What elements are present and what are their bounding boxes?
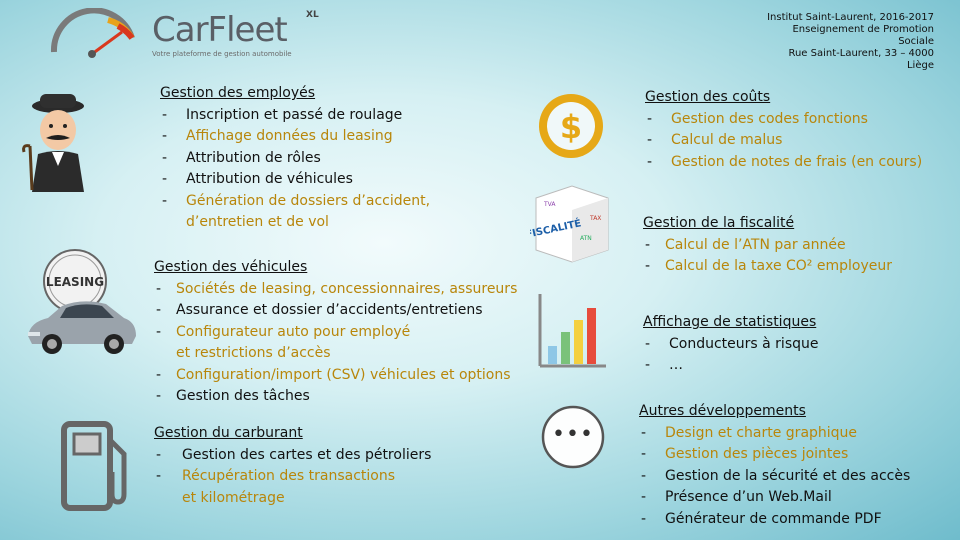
section-statistiques bbox=[643, 312, 819, 377]
section-gestion-couts bbox=[645, 87, 922, 173]
section-title: Gestion des véhicules bbox=[154, 259, 308, 275]
section-title: Gestion du carburant bbox=[154, 425, 303, 441]
address-line: Rue Saint-Laurent, 33 – 4000 bbox=[788, 48, 934, 59]
list-item: - Sociétés de leasing, concessionnaires, assureurs bbox=[154, 279, 517, 301]
address-line: Liège bbox=[906, 60, 934, 71]
list-item: - Gestion des pièces jointes bbox=[639, 444, 910, 466]
list-item: - Générateur de commande PDF bbox=[639, 509, 910, 531]
svg-text:TAX: TAX bbox=[590, 215, 602, 222]
list-item: - Gestion de la sécurité et des accès bbox=[639, 466, 910, 488]
speedometer-icon bbox=[48, 8, 148, 60]
section-gestion-carburant bbox=[154, 423, 431, 509]
list-item: - Gestion des cartes et des pétroliers bbox=[154, 445, 431, 467]
list-item: - Attribution de véhicules bbox=[160, 169, 430, 191]
list-item: - Gestion de notes de frais (en cours) bbox=[645, 152, 922, 174]
section-title: Gestion des coûts bbox=[645, 89, 771, 105]
logo-tagline: Votre plateforme de gestion automobile bbox=[152, 50, 292, 58]
more-options-icon bbox=[540, 404, 606, 470]
address-line: Enseignement de Promotion bbox=[792, 24, 934, 35]
svg-text:ATN: ATN bbox=[580, 235, 592, 242]
section-title: Affichage de statistiques bbox=[643, 314, 817, 330]
car-icon bbox=[22, 292, 142, 356]
dollar-gear-icon bbox=[536, 86, 606, 166]
section-title: Autres développements bbox=[639, 403, 806, 419]
address-line: Sociale bbox=[898, 36, 934, 47]
list-item: - Gestion des tâches bbox=[154, 386, 517, 408]
fuel-pump-icon bbox=[60, 420, 132, 512]
list-item: - … bbox=[643, 355, 819, 377]
section-autres-developpements bbox=[639, 401, 910, 530]
section-gestion-vehicules bbox=[154, 257, 517, 408]
list-item: - Récupération des transactions bbox=[154, 466, 431, 488]
leasing-badge-text: LEASING bbox=[45, 275, 105, 289]
address-line: Institut Saint-Laurent, 2016-2017 bbox=[767, 12, 934, 23]
list-item: - Assurance et dossier d’accidents/entretiens bbox=[154, 300, 517, 322]
employee-character-icon bbox=[18, 92, 100, 192]
list-item-continuation: d’entretien et de vol bbox=[186, 214, 329, 230]
list-item: - Génération de dossiers d’accident, bbox=[160, 191, 430, 213]
list-item: - Conducteurs à risque bbox=[643, 334, 819, 356]
list-item: - Calcul de l’ATN par année bbox=[643, 235, 892, 257]
list-item: - Calcul de la taxe CO² employeur bbox=[643, 256, 892, 278]
list-item: - Design et charte graphique bbox=[639, 423, 910, 445]
carfleet-logo bbox=[48, 8, 338, 60]
list-item-continuation: et restrictions d’accès bbox=[176, 345, 331, 361]
section-title: Gestion de la fiscalité bbox=[643, 215, 795, 231]
list-item: - Calcul de malus bbox=[645, 130, 922, 152]
section-title: Gestion des employés bbox=[160, 85, 316, 101]
institution-address bbox=[767, 12, 934, 72]
fiscalite-cube-icon bbox=[530, 180, 614, 266]
list-item: - Attribution de rôles bbox=[160, 148, 430, 170]
statistics-chart-icon bbox=[534, 290, 608, 370]
list-item: - Affichage données du leasing bbox=[160, 126, 430, 148]
list-item-continuation: et kilométrage bbox=[182, 489, 285, 506]
list-item: - Inscription et passé de roulage bbox=[160, 105, 430, 127]
logo-suffix: XL bbox=[306, 10, 319, 20]
more-dots: ••• bbox=[552, 422, 594, 447]
section-gestion-fiscalite bbox=[643, 213, 892, 278]
list-item: - Configuration/import (CSV) véhicules et options bbox=[154, 365, 517, 387]
dollar-symbol: $ bbox=[559, 108, 583, 146]
svg-text:TVA: TVA bbox=[544, 201, 556, 208]
list-item: - Présence d’un Web.Mail bbox=[639, 487, 910, 509]
list-item: - Gestion des codes fonctions bbox=[645, 109, 922, 131]
list-item: - Configurateur auto pour employé bbox=[154, 322, 517, 344]
fiscalite-cube-text: FISCALITÉ bbox=[530, 218, 583, 241]
section-gestion-employes bbox=[160, 83, 430, 234]
logo-brand: CarFleet bbox=[152, 10, 287, 50]
